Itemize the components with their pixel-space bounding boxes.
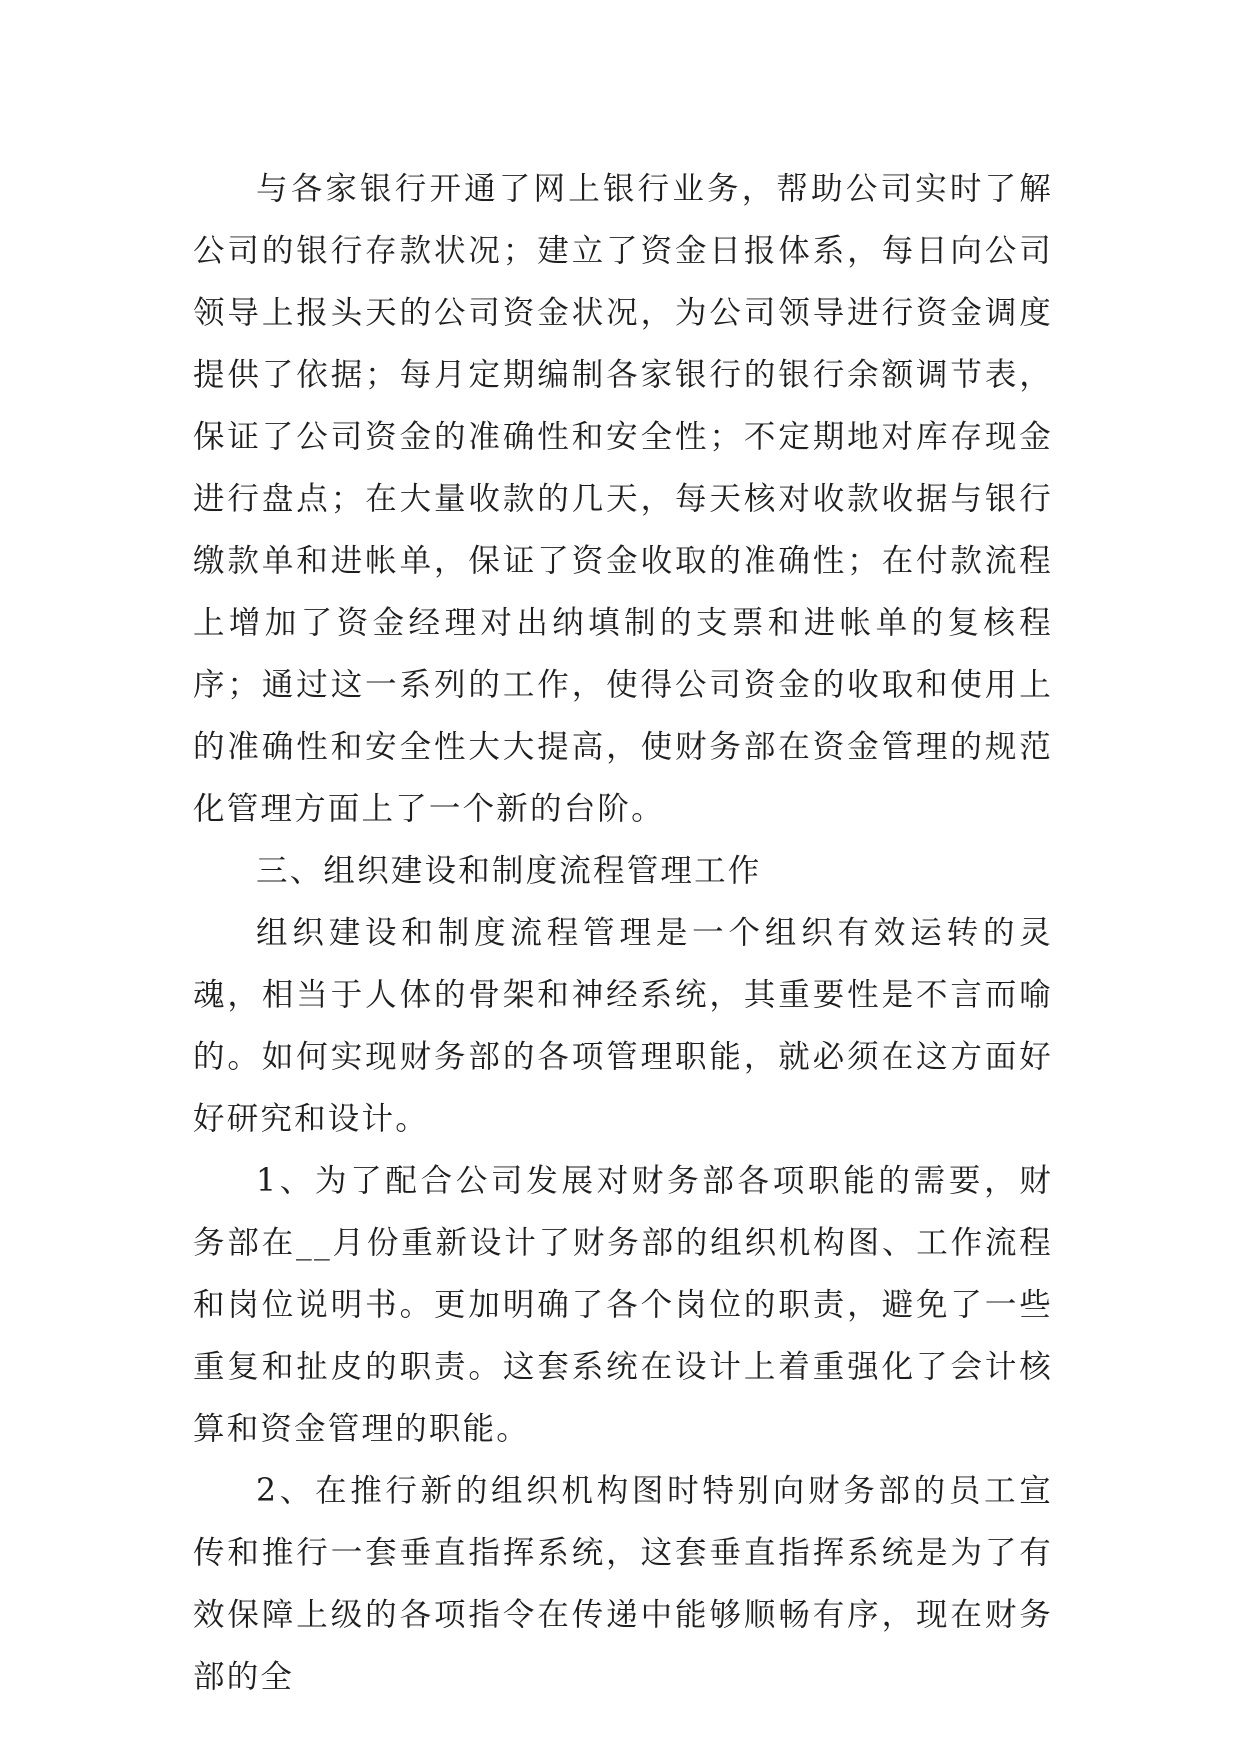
section-heading-organization: 三、组织建设和制度流程管理工作: [256, 853, 762, 889]
paragraph-bank-fund-management: 与各家银行开通了网上银行业务，帮助公司实时了解公司的银行存款状况；建立了资金日报体系，每日向公司领导上报头天的公司资金状况，为公司领导进行资金调度提供了依据；每月定期编制各家银行的银行余额调节表，保证了公司资金的准确性和安全性；不定期地对库存现金进行盘点；在大量收款的几天，每天核对收款收据与银行缴款单和进帐单，保证了资金收取的准确性；在付款流程上增加了资金经理对出纳填制的支票和进帐单的复核程序；通过这一系列的工作，使得公司资金的收取和使用上的准确性和安全性大大提高，使财务部在资金管理的规范化管理方面上了一个新的台阶。: [193, 171, 1053, 827]
paragraph-item-2: 2、在推行新的组织机构图时特别向财务部的员工宣传和推行一套垂直指挥系统，这套垂直指挥系统是为了有效保障上级的各项指令在传递中能够顺畅有序，现在财务部的全: [193, 1473, 1053, 1695]
document-body: [193, 158, 1053, 1708]
paragraph-item-1: 1、为了配合公司发展对财务部各项职能的需要，财务部在__月份重新设计了财务部的组织机构图、工作流程和岗位说明书。更加明确了各个岗位的职责，避免了一些重复和扯皮的职责。这套系统在设计上着重强化了会计核算和资金管理的职能。: [193, 1163, 1053, 1447]
paragraph-organization-intro: 组织建设和制度流程管理是一个组织有效运转的灵魂，相当于人体的骨架和神经系统，其重要性是不言而喻的。如何实现财务部的各项管理职能，就必须在这方面好好研究和设计。: [193, 915, 1053, 1137]
